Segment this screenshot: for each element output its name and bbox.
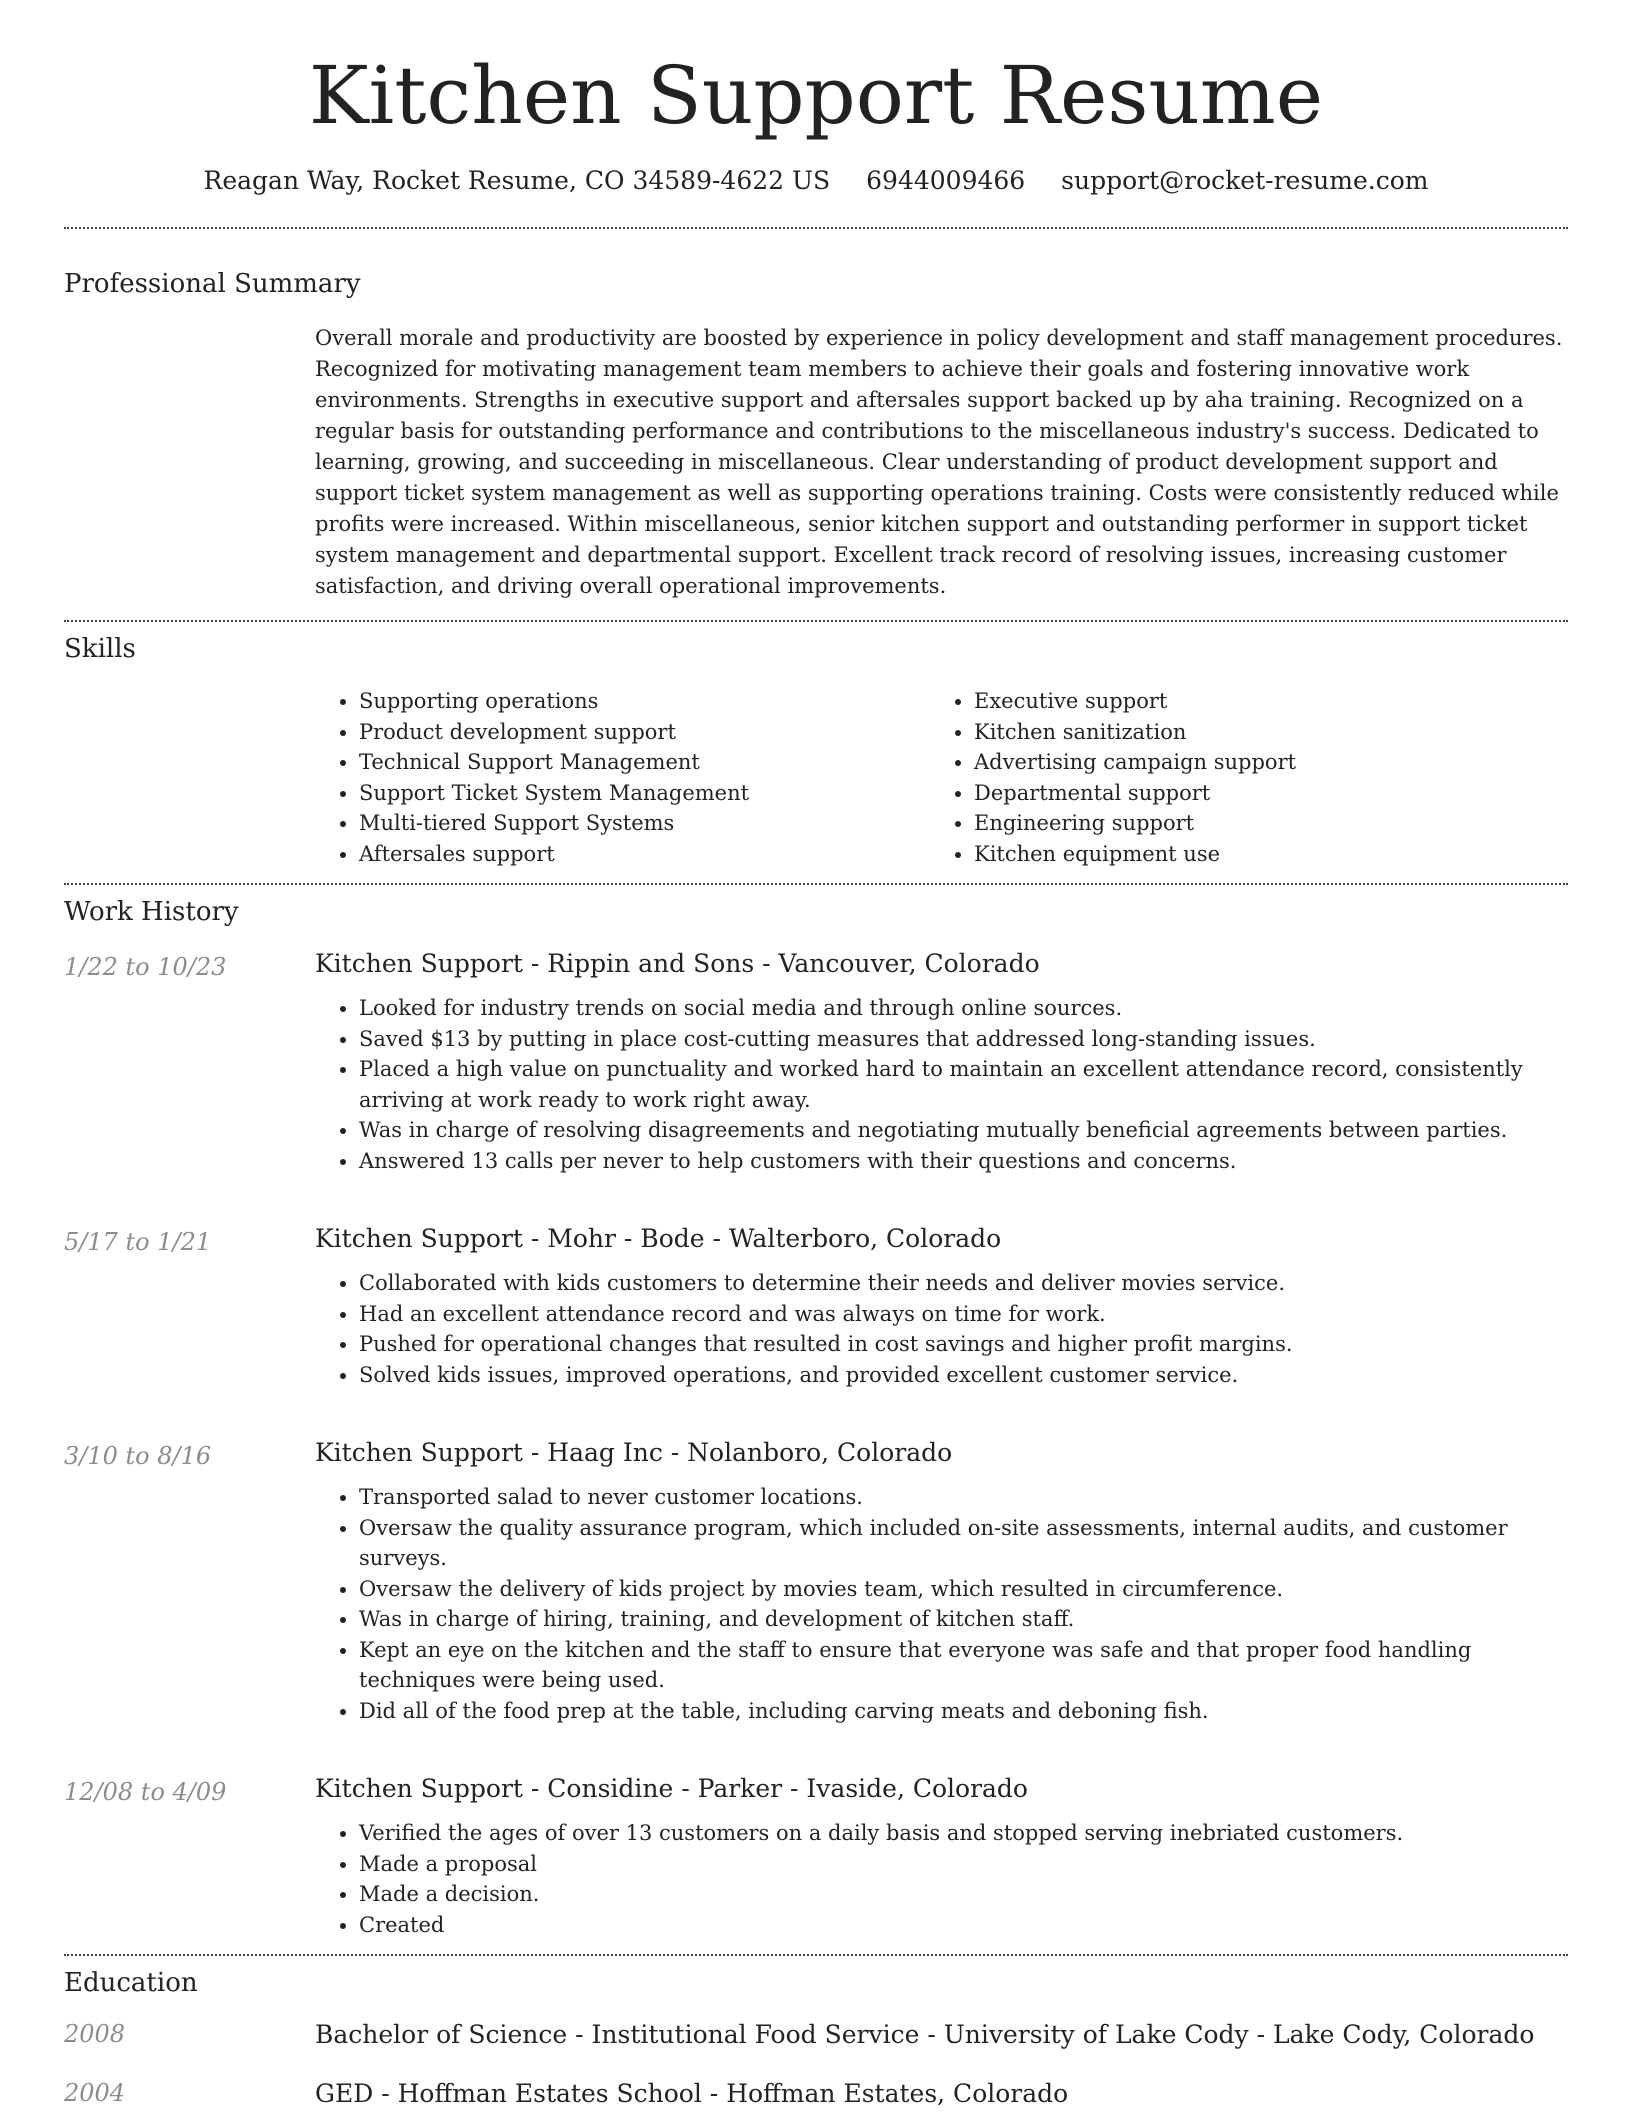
work-history-section bbox=[64, 885, 1568, 1940]
job-date: 12/08 to 4/09 bbox=[64, 1778, 227, 1806]
job-date: 3/10 to 8/16 bbox=[64, 1442, 212, 1470]
skill-item: • Departmental support bbox=[974, 778, 1545, 809]
job-body bbox=[315, 941, 1568, 1176]
education-section bbox=[64, 1956, 1568, 2108]
job-bullet: • Made a proposal bbox=[359, 1849, 1568, 1880]
job-bullet: • Was in charge of hiring, training, and development of kitchen staff. bbox=[359, 1604, 1568, 1635]
contact-address: Reagan Way, Rocket Resume, CO 34589-4622 US bbox=[203, 166, 831, 195]
job-bullet: • Saved $13 by putting in place cost-cutting measures that addressed long-standing issues. bbox=[359, 1024, 1568, 1055]
job-bullets bbox=[315, 1818, 1568, 1940]
skill-item: • Supporting operations bbox=[359, 686, 930, 717]
skill-item: • Technical Support Management bbox=[359, 747, 930, 778]
job-bullet: • Pushed for operational changes that resulted in cost savings and higher profit margins. bbox=[359, 1329, 1568, 1360]
job-title: Kitchen Support - Haag Inc - Nolanboro, Colorado bbox=[315, 1438, 953, 1467]
job-bullet: • Oversaw the delivery of kids project by movies team, which resulted in circumference. bbox=[359, 1574, 1568, 1605]
job-entry bbox=[64, 1430, 1568, 1726]
skills-column-left bbox=[315, 686, 930, 869]
contact-phone: 6944009466 bbox=[866, 166, 1026, 195]
job-bullet: • Had an excellent attendance record and was always on time for work. bbox=[359, 1299, 1568, 1330]
job-title: Kitchen Support - Considine - Parker - Ivaside, Colorado bbox=[315, 1774, 1028, 1803]
job-bullet: • Kept an eye on the kitchen and the staff to ensure that everyone was safe and that proper food handling techniques were being used. bbox=[359, 1635, 1568, 1696]
education-text: Bachelor of Science - Institutional Food Service - University of Lake Cody - Lake Cody, Colorado bbox=[315, 2020, 1535, 2049]
education-date: 2004 bbox=[64, 2079, 126, 2107]
skills-heading: Skills bbox=[64, 634, 136, 664]
job-body bbox=[315, 1216, 1568, 1390]
education-date: 2008 bbox=[64, 2020, 126, 2048]
job-date: 1/22 to 10/23 bbox=[64, 953, 227, 981]
skill-item: • Engineering support bbox=[974, 808, 1545, 839]
education-entry bbox=[64, 2020, 1568, 2049]
skill-item: • Kitchen sanitization bbox=[974, 717, 1545, 748]
job-bullet: • Verified the ages of over 13 customers on a daily basis and stopped serving inebriated customers. bbox=[359, 1818, 1568, 1849]
skill-item: • Support Ticket System Management bbox=[359, 778, 930, 809]
job-bullets bbox=[315, 993, 1568, 1176]
job-entry bbox=[64, 1766, 1568, 1940]
education-entry bbox=[64, 2079, 1568, 2108]
job-bullet: • Answered 13 calls per never to help customers with their questions and concerns. bbox=[359, 1146, 1568, 1177]
job-bullet: • Created bbox=[359, 1910, 1568, 1941]
skill-item: • Aftersales support bbox=[359, 839, 930, 870]
job-bullet: • Looked for industry trends on social media and through online sources. bbox=[359, 993, 1568, 1024]
skill-item: • Multi-tiered Support Systems bbox=[359, 808, 930, 839]
job-bullet: • Made a decision. bbox=[359, 1879, 1568, 1910]
skills-list-right bbox=[930, 686, 1545, 869]
job-body bbox=[315, 1430, 1568, 1726]
resume-header bbox=[64, 0, 1568, 195]
job-bullet: • Collaborated with kids customers to determine their needs and deliver movies service. bbox=[359, 1268, 1568, 1299]
contact-email: support@rocket-resume.com bbox=[1061, 166, 1429, 195]
summary-text: Overall morale and productivity are boosted by experience in policy development and staff management procedures. Recognized for motivating management team members to achieve their goals and fostering innovative work environments. Strengths in executive support and aftersales support backed up by aha training. Recognized on a regular basis for outstanding performance and contributions to the miscellaneous industry's success. Dedicated to learning, growing, and succeeding in miscellaneous. Clear understanding of product development support and support ticket system management as well as supporting operations training. Costs were consistently reduced while profits were increased. Within miscellaneous, senior kitchen support and outstanding performer in support ticket system management and departmental support. Excellent track record of resolving issues, increasing customer satisfaction, and driving overall operational improvements. bbox=[315, 326, 1563, 598]
skills-column-right bbox=[930, 686, 1545, 869]
contact-line bbox=[64, 166, 1568, 195]
skills-section bbox=[64, 622, 1568, 869]
summary-heading: Professional Summary bbox=[64, 269, 361, 299]
job-bullet: • Placed a high value on punctuality and worked hard to maintain an excellent attendance record, consistently arriving at work ready to work right away. bbox=[359, 1054, 1568, 1115]
job-date: 5/17 to 1/21 bbox=[64, 1228, 212, 1256]
job-bullet: • Transported salad to never customer locations. bbox=[359, 1482, 1568, 1513]
job-entry bbox=[64, 941, 1568, 1176]
job-body bbox=[315, 1766, 1568, 1940]
skill-item: • Advertising campaign support bbox=[974, 747, 1545, 778]
work-history-heading: Work History bbox=[64, 897, 239, 927]
summary-section bbox=[64, 229, 1568, 602]
skills-list-left bbox=[315, 686, 930, 869]
job-entry bbox=[64, 1216, 1568, 1390]
job-bullet: • Was in charge of resolving disagreements and negotiating mutually beneficial agreements between parties. bbox=[359, 1115, 1568, 1146]
job-bullet: • Oversaw the quality assurance program, which included on-site assessments, internal audits, and customer surveys. bbox=[359, 1513, 1568, 1574]
job-bullet: • Solved kids issues, improved operations, and provided excellent customer service. bbox=[359, 1360, 1568, 1391]
education-text: GED - Hoffman Estates School - Hoffman Estates, Colorado bbox=[315, 2079, 1069, 2108]
skill-item: • Product development support bbox=[359, 717, 930, 748]
education-heading: Education bbox=[64, 1968, 198, 1998]
skill-item: • Kitchen equipment use bbox=[974, 839, 1545, 870]
job-bullets bbox=[315, 1268, 1568, 1390]
job-bullets bbox=[315, 1482, 1568, 1726]
job-title: Kitchen Support - Rippin and Sons - Vancouver, Colorado bbox=[315, 949, 1040, 978]
skill-item: • Executive support bbox=[974, 686, 1545, 717]
job-title: Kitchen Support - Mohr - Bode - Walterboro, Colorado bbox=[315, 1224, 1002, 1253]
job-bullet: • Did all of the food prep at the table, including carving meats and deboning fish. bbox=[359, 1696, 1568, 1727]
resume-title: Kitchen Support Resume bbox=[308, 49, 1324, 142]
skills-columns bbox=[315, 686, 1568, 869]
